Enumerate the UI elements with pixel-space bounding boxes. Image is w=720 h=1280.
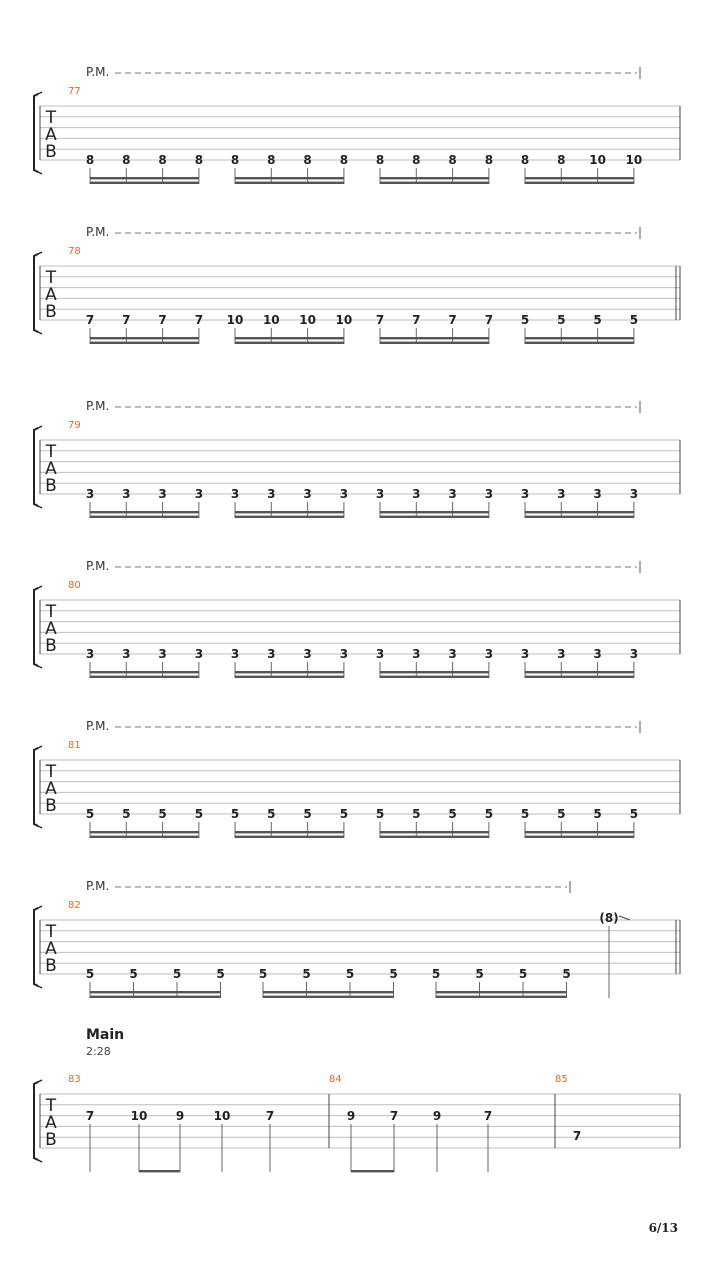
fret-number: 9: [346, 1109, 356, 1123]
system-82-bracket: [34, 908, 38, 986]
beam-primary: [380, 511, 489, 513]
fret-number: 5: [520, 807, 530, 821]
tab-letter-b: B: [45, 142, 57, 162]
fret-number: 8: [448, 153, 457, 167]
system-81-palm-mute-label: P.M.: [86, 719, 110, 733]
measure-number: 84: [329, 1074, 342, 1085]
beam-secondary: [436, 996, 567, 998]
tab-letter-t: T: [45, 922, 57, 942]
tab-letter-t: T: [45, 602, 57, 622]
fret-number: 5: [172, 967, 182, 981]
beam-primary: [351, 1170, 394, 1172]
system-78-palm-mute-label: P.M.: [86, 225, 110, 239]
beam-secondary: [380, 182, 489, 184]
fret-number: 3: [484, 647, 494, 661]
beam-secondary: [235, 836, 344, 838]
fret-number: 3: [194, 487, 204, 501]
system-78-bracket-top: [34, 252, 42, 256]
fret-number: 3: [593, 487, 602, 501]
fret-number: 3: [448, 487, 457, 501]
fret-number: 3: [557, 647, 566, 661]
beam-secondary: [380, 342, 489, 344]
fret-number: 3: [122, 647, 131, 661]
fret-number: 5: [557, 313, 566, 327]
fret-number: 10: [226, 313, 244, 327]
fret-number: 5: [593, 313, 602, 327]
tab-letter-t: T: [45, 442, 57, 462]
beam-secondary: [90, 342, 199, 344]
fret-number: 5: [629, 807, 639, 821]
system-82-bracket-bottom: [34, 984, 42, 988]
tab-letter-b: B: [45, 956, 57, 976]
beam-primary: [525, 831, 634, 833]
fret-number: 7: [85, 313, 95, 327]
system-77-bracket-top: [34, 92, 42, 96]
fret-number: 5: [629, 313, 639, 327]
beam-secondary: [235, 182, 344, 184]
fret-number: 8: [158, 153, 167, 167]
fret-number: 5: [431, 967, 441, 981]
fret-number: 7: [194, 313, 204, 327]
fret-number: 5: [302, 967, 311, 981]
system-81-bracket: [34, 748, 38, 826]
fret-number: 5: [389, 967, 398, 981]
fret-number: 8: [557, 153, 566, 167]
fret-number: 8: [484, 153, 494, 167]
fret-number: 3: [520, 647, 530, 661]
beam-secondary: [380, 676, 489, 678]
tab-letter-b: B: [45, 636, 57, 656]
system-last-bracket-top: [34, 1080, 42, 1084]
system-80-bracket-top: [34, 586, 42, 590]
fret-number: 3: [303, 487, 312, 501]
tab-letter-b: B: [45, 302, 57, 322]
fret-number: 3: [412, 487, 421, 501]
fret-number: 5: [520, 313, 530, 327]
fret-number: 10: [299, 313, 316, 327]
beam-secondary: [235, 342, 344, 344]
tab-letter-a: A: [45, 285, 57, 305]
tab-letter-a: A: [45, 619, 57, 639]
fret-number: 10: [213, 1109, 231, 1123]
system-82-palm-mute-label: P.M.: [86, 879, 110, 893]
fret-number: 5: [557, 807, 566, 821]
fret-number: 8: [230, 153, 240, 167]
fret-number: 5: [267, 807, 276, 821]
beam-primary: [525, 671, 634, 673]
beam-primary: [235, 511, 344, 513]
beam-primary: [525, 177, 634, 179]
measure-number: 82: [68, 900, 81, 911]
beam-primary: [139, 1170, 180, 1172]
fret-number: 10: [262, 313, 280, 327]
beam-primary: [380, 831, 489, 833]
fret-number: 7: [412, 313, 421, 327]
system-80-palm-mute-label: P.M.: [86, 559, 110, 573]
fret-number: 10: [130, 1109, 148, 1123]
fret-number: 3: [339, 487, 349, 501]
fret-number: 5: [122, 807, 131, 821]
fret-number: 8: [412, 153, 421, 167]
system-77-palm-mute-label: P.M.: [86, 65, 110, 79]
measure-number: 83: [68, 1074, 81, 1085]
fret-number: 8: [122, 153, 131, 167]
fret-number: 5: [194, 807, 204, 821]
fret-number: 5: [412, 807, 421, 821]
fret-number: 5: [475, 967, 484, 981]
measure-number: 81: [68, 740, 81, 751]
fret-number: 7: [85, 1109, 95, 1123]
fret-number: 3: [230, 487, 240, 501]
tab-letter-a: A: [45, 939, 57, 959]
fret-number: 5: [448, 807, 457, 821]
fret-number: 5: [593, 807, 602, 821]
beam-primary: [263, 991, 394, 993]
beam-primary: [90, 671, 199, 673]
fret-number: 3: [158, 647, 167, 661]
beam-secondary: [525, 182, 634, 184]
fret-number: 3: [520, 487, 530, 501]
fret-number: 3: [230, 647, 240, 661]
measure-number: 77: [68, 86, 81, 97]
system-79-palm-mute-label: P.M.: [86, 399, 110, 413]
beam-primary: [436, 991, 567, 993]
beam-primary: [90, 991, 221, 993]
system-81-bracket-bottom: [34, 824, 42, 828]
beam-primary: [235, 671, 344, 673]
fret-number: 5: [230, 807, 240, 821]
beam-secondary: [380, 836, 489, 838]
beam-primary: [380, 177, 489, 179]
fret-number: 7: [389, 1109, 399, 1123]
measure-number: 80: [68, 580, 81, 591]
fret-number: 3: [194, 647, 204, 661]
fret-number: 5: [345, 967, 355, 981]
system-80-bracket-bottom: [34, 664, 42, 668]
fret-number: 3: [122, 487, 131, 501]
fret-number: 9: [432, 1109, 442, 1123]
tied-note: (8): [599, 911, 619, 925]
fret-number: 5: [85, 967, 95, 981]
fret-number: 3: [85, 647, 95, 661]
fret-number: 5: [129, 967, 138, 981]
system-81-bracket-top: [34, 746, 42, 750]
system-78-bracket: [34, 254, 38, 332]
beam-primary: [380, 337, 489, 339]
system-77-bracket-bottom: [34, 170, 42, 174]
tie-slide: [619, 916, 630, 920]
beam-secondary: [90, 836, 199, 838]
tab-letter-t: T: [45, 108, 57, 128]
beam-secondary: [263, 996, 394, 998]
tab-letter-t: T: [45, 268, 57, 288]
fret-number: 5: [518, 967, 528, 981]
fret-number: 8: [267, 153, 276, 167]
measure-number: 85: [555, 1074, 568, 1085]
fret-number: 8: [85, 153, 95, 167]
fret-number: 8: [375, 153, 385, 167]
fret-number: 8: [303, 153, 312, 167]
beam-primary: [90, 831, 199, 833]
fret-number: 5: [375, 807, 385, 821]
fret-number: 5: [339, 807, 349, 821]
beam-secondary: [525, 676, 634, 678]
fret-number: 3: [375, 647, 385, 661]
system-last-bracket: [34, 1082, 38, 1160]
system-80-bracket: [34, 588, 38, 666]
fret-number: 3: [557, 487, 566, 501]
beam-secondary: [525, 342, 634, 344]
fret-number: 5: [484, 807, 494, 821]
fret-number: 7: [158, 313, 167, 327]
fret-number: 3: [267, 647, 276, 661]
measure-number: 78: [68, 246, 81, 257]
tab-letter-a: A: [45, 1113, 57, 1133]
system-79-bracket-top: [34, 426, 42, 430]
fret-number: 3: [412, 647, 421, 661]
fret-number: 9: [175, 1109, 185, 1123]
section-title: Main: [86, 1027, 125, 1043]
fret-number: 5: [158, 807, 167, 821]
fret-number: 5: [85, 807, 95, 821]
tab-letter-b: B: [45, 476, 57, 496]
fret-number: 3: [629, 487, 639, 501]
fret-number: 5: [562, 967, 571, 981]
tab-letter-t: T: [45, 762, 57, 782]
beam-primary: [90, 511, 199, 513]
beam-primary: [525, 511, 634, 513]
fret-number: 7: [122, 313, 131, 327]
system-82-bracket-top: [34, 906, 42, 910]
fret-number: 5: [303, 807, 312, 821]
fret-number: 3: [484, 487, 494, 501]
fret-number: 8: [520, 153, 530, 167]
fret-number: 5: [258, 967, 268, 981]
fret-number: 7: [375, 313, 385, 327]
tab-letter-b: B: [45, 796, 57, 816]
fret-number: 10: [335, 313, 353, 327]
page-number: 6/13: [648, 1221, 678, 1235]
beam-secondary: [90, 996, 221, 998]
tab-letter-a: A: [45, 125, 57, 145]
fret-number: 3: [629, 647, 639, 661]
beam-secondary: [90, 516, 199, 518]
fret-number: 7: [572, 1129, 582, 1143]
system-last-bracket-bottom: [34, 1158, 42, 1162]
beam-primary: [235, 831, 344, 833]
tab-letter-b: B: [45, 1130, 57, 1150]
tab-letter-a: A: [45, 779, 57, 799]
beam-secondary: [90, 676, 199, 678]
beam-primary: [90, 177, 199, 179]
fret-number: 3: [448, 647, 457, 661]
beam-secondary: [235, 516, 344, 518]
beam-secondary: [525, 516, 634, 518]
section-time: 2:28: [86, 1045, 111, 1058]
beam-primary: [90, 337, 199, 339]
system-79-bracket: [34, 428, 38, 506]
fret-number: 5: [216, 967, 225, 981]
fret-number: 10: [625, 153, 643, 167]
beam-secondary: [380, 516, 489, 518]
system-78-bracket-bottom: [34, 330, 42, 334]
fret-number: 7: [448, 313, 457, 327]
fret-number: 3: [158, 487, 167, 501]
fret-number: 3: [593, 647, 602, 661]
fret-number: 3: [339, 647, 349, 661]
fret-number: 7: [265, 1109, 275, 1123]
system-77-bracket: [34, 94, 38, 172]
fret-number: 3: [303, 647, 312, 661]
beam-secondary: [235, 676, 344, 678]
beam-secondary: [525, 836, 634, 838]
system-79-bracket-bottom: [34, 504, 42, 508]
fret-number: 7: [484, 313, 494, 327]
fret-number: 10: [589, 153, 606, 167]
fret-number: 3: [375, 487, 385, 501]
beam-secondary: [90, 182, 199, 184]
fret-number: 7: [483, 1109, 493, 1123]
beam-primary: [235, 337, 344, 339]
fret-number: 8: [339, 153, 349, 167]
beam-primary: [525, 337, 634, 339]
tab-letter-t: T: [45, 1096, 57, 1116]
tab-letter-a: A: [45, 459, 57, 479]
beam-primary: [235, 177, 344, 179]
fret-number: 8: [194, 153, 204, 167]
fret-number: 3: [85, 487, 95, 501]
fret-number: 3: [267, 487, 276, 501]
beam-primary: [380, 671, 489, 673]
measure-number: 79: [68, 420, 81, 431]
